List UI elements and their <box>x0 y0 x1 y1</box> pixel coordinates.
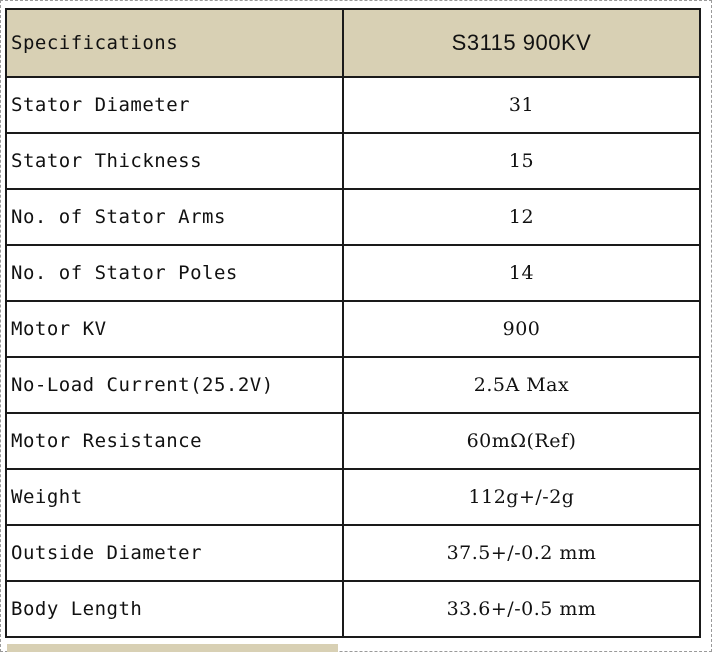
row-label: Weight <box>6 469 343 525</box>
spec-table <box>5 8 701 638</box>
row-value: 2.5A Max <box>343 357 700 413</box>
row-label: No-Load Current(25.2V) <box>6 357 343 413</box>
row-label: Motor Resistance <box>6 413 343 469</box>
row-label: Motor KV <box>6 301 343 357</box>
row-label: Stator Diameter <box>6 77 343 133</box>
row-value: 900 <box>343 301 700 357</box>
table-row <box>6 245 700 301</box>
table-header-row <box>6 9 700 77</box>
table-row <box>6 301 700 357</box>
table-row <box>6 581 700 637</box>
row-value: 33.6+/-0.5 mm <box>343 581 700 637</box>
row-value: 31 <box>343 77 700 133</box>
row-label: No. of Stator Arms <box>6 189 343 245</box>
table-row <box>6 189 700 245</box>
row-value: 14 <box>343 245 700 301</box>
row-value: 15 <box>343 133 700 189</box>
row-value: 112g+/-2g <box>343 469 700 525</box>
header-label-cell: Specifications <box>6 9 343 77</box>
row-value: 12 <box>343 189 700 245</box>
row-label: Stator Thickness <box>6 133 343 189</box>
table-row <box>6 77 700 133</box>
header-value-cell: S3115 900KV <box>343 9 700 77</box>
table-row <box>6 357 700 413</box>
table-row <box>6 525 700 581</box>
row-value: 60mΩ(Ref) <box>343 413 700 469</box>
table-row <box>6 133 700 189</box>
row-label: Body Length <box>6 581 343 637</box>
table-row <box>6 469 700 525</box>
table-row <box>6 413 700 469</box>
row-label: No. of Stator Poles <box>6 245 343 301</box>
next-header-strip <box>7 644 338 652</box>
row-value: 37.5+/-0.2 mm <box>343 525 700 581</box>
row-label: Outside Diameter <box>6 525 343 581</box>
